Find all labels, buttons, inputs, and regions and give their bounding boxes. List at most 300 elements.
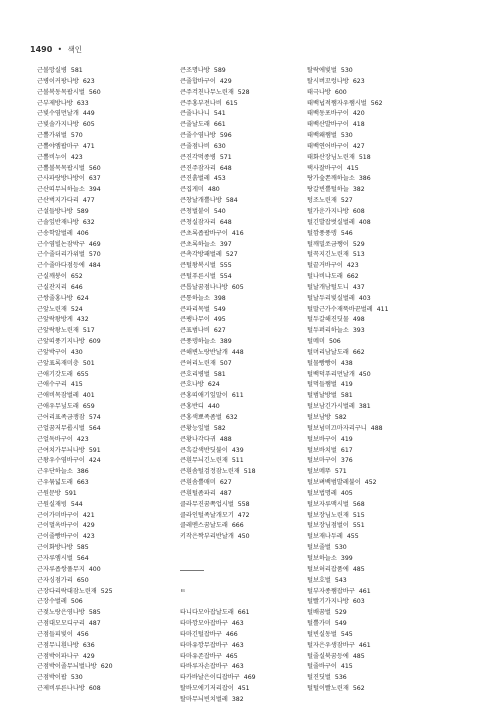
entry-term: 근우단하늘소 [37,468,73,476]
index-entry [307,565,447,576]
index-entry [307,597,447,608]
entry-page-number: 541 [213,110,226,118]
index-entry [180,348,320,359]
entry-page-number: 415 [70,381,83,389]
entry-term: 타마유깡무잡바구 [180,641,228,649]
entry-page-number: 398 [213,294,226,302]
index-entry [37,229,177,240]
entry-page-number: 461 [358,641,371,649]
entry-page-number: 623 [82,77,95,85]
index-entry [180,294,320,305]
index-entry [180,413,320,424]
entry-term: 근왕우수염바구이 [37,457,85,465]
index-entry [37,402,177,413]
entry-page-number: 450 [358,370,371,378]
index-entry [37,164,177,175]
index-entry [37,619,177,630]
entry-page-number: 507 [219,359,232,367]
index-entry [37,359,177,370]
entry-page-number: 624 [207,381,220,389]
entry-term: 타마유존잡바구 [180,652,222,660]
entry-term: 털말근가수재뚝바꾼벌레 [307,305,373,313]
entry-page-number: 545 [340,630,353,638]
entry-page-number: 429 [219,77,232,85]
entry-page-number: 662 [346,273,359,281]
index-entry [307,511,447,522]
entry-term: 근볼복동목팝시벌 [37,88,85,96]
index-entry [180,500,320,511]
section-letter: ㅌ [180,587,186,595]
index-entry [307,391,447,402]
entry-term: 털줄실북꿈등에 [307,652,349,660]
entry-page-number: 630 [213,142,226,150]
entry-term: 근뽈야엠팝마구 [37,142,79,150]
entry-page-number: 397 [219,240,232,248]
entry-term: 근앞띠풍기지나방 [37,338,85,346]
entry-page-number: 403 [358,294,371,302]
entry-term: 근원실재빙 [37,500,67,508]
entry-page-number: 543 [334,576,347,584]
entry-term: 근병이커팡나방 [37,77,79,85]
entry-page-number: 455 [346,533,359,541]
index-entry [37,131,177,142]
entry-term: 큰호나방 [180,381,204,389]
index-entry [37,662,177,673]
index-entry [180,305,320,316]
entry-term: 털머리남날도래 [307,348,349,356]
entry-page-number: 423 [82,533,95,541]
entry-term: 큰팽나무이 [180,316,210,324]
entry-term: 근앞박구이 [37,348,67,356]
entry-term: 털부자종쨈잡바구 [307,587,355,595]
index-entry [307,250,447,261]
index-entry [180,370,320,381]
entry-term: 큰초록좁팝바구이 [180,229,228,237]
entry-term: 큰주걱친나무노린재 [180,88,234,96]
entry-term: 근자루엠시벌 [37,554,73,562]
entry-page-number: 389 [219,338,232,346]
entry-page-number: 376 [340,457,353,465]
entry-page-number: 487 [219,489,232,497]
index-entry [307,662,447,673]
blank-line [180,597,320,608]
entry-page-number: 596 [219,132,232,140]
entry-term: 털뿔가미 [307,620,331,628]
blank-line [180,576,320,587]
entry-term: 근수줄마다점등에 [37,262,85,270]
entry-term: 털보법명레 [307,489,337,497]
index-entry [37,153,177,164]
index-entry [307,131,447,142]
index-entry [37,446,177,457]
entry-term: 털보남긴가시벌레 [307,403,355,411]
index-entry [37,467,177,478]
index-entry [37,608,177,619]
index-entry [180,196,320,207]
entry-page-number: 663 [76,479,89,487]
entry-page-number: 465 [225,652,238,660]
entry-term: 근애우무닢도래 [37,403,79,411]
entry-page-number: 582 [213,424,226,432]
index-entry [37,413,177,424]
index-entry [307,283,447,294]
entry-term: 큰호리병벌 [180,370,210,378]
entry-term: 근쌍줄홍나방 [37,294,73,302]
entry-page-number: 463 [231,620,244,628]
entry-term: 털날개남털도니 [307,283,349,291]
index-entry [180,521,320,532]
entry-term: 근앞표록재미충 [37,359,79,367]
entry-page-number: 530 [340,67,353,74]
index-entry [307,315,447,326]
entry-page-number: 453 [213,175,226,183]
entry-page-number: 399 [340,554,353,562]
index-entry [307,630,447,641]
index-entry [37,294,177,305]
entry-page-number: 440 [207,403,220,411]
entry-page-number: 527 [225,251,238,259]
blank-line [180,554,320,565]
entry-page-number: 581 [213,370,226,378]
index-entry [307,164,447,175]
index-entry [180,77,320,88]
entry-term: 근이화방나방 [37,544,73,552]
entry-page-number: 530 [340,132,353,140]
index-entry [37,348,177,359]
entry-term: 클라무진꿈쪽업시벌 [180,500,234,508]
entry-page-number: 560 [88,164,101,172]
index-entry [37,315,177,326]
entry-term: 탈마무늬빈치벌레 [180,695,228,703]
entry-page-number: 659 [82,403,95,411]
entry-page-number: 487 [88,620,101,628]
entry-term: 털깜풍풍뎅 [307,229,337,237]
index-entry [37,435,177,446]
entry-term: 털끝거바구이 [307,262,343,270]
entry-term: 털보줄벌 [307,544,331,552]
entry-term: 털꼭지긴노린재 [307,251,349,259]
entry-term: 큰파리목벌 [180,305,210,313]
index-entry [307,218,447,229]
index-entry [180,435,320,446]
entry-term: 근장수벌레 [37,598,67,606]
entry-page-number: 469 [88,240,101,248]
entry-term: 큰촉각방패벌레 [180,251,222,259]
entry-page-number: 560 [88,88,101,96]
entry-page-number: 600 [334,88,347,96]
entry-page-number: 605 [231,283,244,291]
entry-term: 털나비냐도래 [307,273,343,281]
index-entry [180,446,320,457]
entry-page-number: 495 [213,316,226,324]
entry-page-number: 394 [88,186,101,194]
entry-page-number: 584 [225,197,238,205]
entry-term: 큰진흙벌레 [180,175,210,183]
entry-page-number: 554 [219,273,232,281]
index-entry [180,88,320,99]
entry-term: 탈바모에기저리잡이 [180,685,234,693]
entry-term: 큰줄수염나방 [180,132,216,140]
entry-page-number: 381 [358,403,371,411]
index-entry [307,66,447,77]
entry-term: 큰줄점나비 [180,142,210,150]
index-entry [307,77,447,88]
index-entry [37,261,177,272]
index-entry [37,240,177,251]
entry-page-number: 518 [358,153,371,161]
entry-term: 털털이빨노린재 [307,685,349,693]
entry-page-number: 615 [225,99,238,107]
entry-page-number: 466 [225,630,238,638]
index-entry [307,185,447,196]
index-entry [307,576,447,587]
index-entry [180,641,320,652]
entry-term: 근자루좁쌍풀무지 [37,565,85,573]
entry-page-number: 423 [346,262,359,270]
index-entry [37,511,177,522]
entry-term: 근애비목잠벌레 [37,392,79,400]
entry-term: 털배꿈벌 [307,609,331,617]
entry-term: 근설들방나방 [37,207,73,215]
index-entry [180,131,320,142]
entry-page-number: 484 [88,262,101,270]
entry-term: 근점대모모디구리 [37,620,85,628]
entry-page-number: 477 [82,197,95,205]
entry-term: 근어리표족금쟁잠 [37,414,85,421]
entry-page-number: 382 [231,695,244,703]
entry-page-number: 581 [340,392,353,400]
entry-page-number: 582 [334,414,347,421]
index-entry [307,619,447,630]
index-entry [180,185,320,196]
entry-page-number: 574 [88,414,101,421]
entry-page-number: 421 [82,511,95,519]
entry-page-number: 456 [76,630,89,638]
entry-page-number: 525 [100,587,113,595]
index-entry [37,120,177,131]
index-entry [180,511,320,522]
entry-page-number: 585 [88,609,101,617]
entry-term: 털보넘미끄마자리구니 [307,424,367,432]
entry-page-number: 530 [334,544,347,552]
entry-page-number: 506 [328,338,341,346]
index-entry [37,250,177,261]
index-entry [307,467,447,478]
entry-page-number: 562 [370,99,383,107]
entry-page-number: 518 [243,468,256,476]
index-entry [180,142,320,153]
entry-term: 근송학알벌레 [37,229,73,237]
entry-term: 털보재나두레 [307,533,343,541]
entry-term: 근이가미바구이 [37,511,79,519]
entry-page-number: 405 [340,489,353,497]
entry-page-number: 429 [82,652,95,660]
entry-page-number: 423 [76,435,89,443]
header-separator: • [57,45,63,54]
entry-page-number: 536 [334,674,347,682]
index-entry [307,348,447,359]
index-entry [37,597,177,608]
index-entry [307,196,447,207]
index-entry [180,489,320,500]
index-entry [37,142,177,153]
entry-page-number: 506 [70,598,83,606]
index-entry [180,66,320,77]
entry-term: 타바루자손잡바구 [180,663,228,671]
index-entry [180,153,320,164]
entry-page-number: 570 [88,251,101,259]
entry-page-number: 585 [76,544,89,552]
index-entry [307,446,447,457]
entry-page-number: 558 [237,500,250,508]
index-entry [37,424,177,435]
index-entry [307,88,447,99]
entry-term: 큰청실잠자리 [180,218,216,226]
entry-term: 큰흰털좀파리 [180,489,216,497]
index-entry [180,402,320,413]
index-entry [180,174,320,185]
entry-term: 근점무니흰나방 [37,641,79,649]
entry-term: 털빈실동벌 [307,630,337,638]
index-entry [180,391,320,402]
index-entry [307,294,447,305]
entry-term: 큰홍색뾰족좀벌 [180,414,222,421]
index-entry [37,489,177,500]
entry-term: 근수줄더리가위벌 [37,251,85,259]
entry-term: 큰홍띠애기잎말이 [180,392,228,400]
entry-term: 태백넙적쨈자우쨈시벌 [307,99,367,107]
index-entry [180,662,320,673]
entry-term: 털보호벌 [307,576,331,584]
entry-page-number: 591 [64,489,77,497]
index-entry [307,532,447,543]
entry-page-number: 439 [231,446,244,454]
index-entry [37,652,177,663]
index-entry [307,305,447,316]
entry-term: 클레멘스꿈날도래 [180,522,228,530]
entry-page-number: 549 [334,620,347,628]
entry-term: 근점박이졸무늬벌나방 [37,663,97,671]
entry-term: 근사파랑방나방이 [37,175,85,183]
entry-page-number: 513 [352,251,365,259]
index-entry [307,435,447,446]
entry-term: 근얼독바구이 [37,435,73,443]
entry-term: 근솔잎반재나방 [37,218,79,226]
index-entry [37,532,177,543]
entry-term: 근이줄빵바구이 [37,533,79,541]
entry-term: 근산띠무늬하늘소 [37,186,85,194]
entry-term: 근자싱점가리 [37,576,73,584]
entry-term: 큰털왕복시벌 [180,262,216,270]
entry-page-number: 511 [231,457,244,465]
entry-page-number: 449 [82,110,95,118]
entry-term: 타마긴털잡바구 [180,630,222,638]
entry-term: 근앞락왕방게 [37,316,73,324]
index-entry [180,359,320,370]
entry-term: 큰풍뎅하늘소 [180,338,216,346]
entry-page-number: 448 [231,348,244,356]
index-entry [307,684,447,695]
index-entry [37,99,177,110]
index-entry [37,521,177,532]
entry-term: 큰흰무늬긴노린재 [180,457,228,465]
entry-page-number: 515 [352,511,365,519]
entry-term: 근뽈볼목목팝시벌 [37,164,85,172]
entry-term: 털메미 [307,338,325,346]
entry-term: 근젖노랑은영나방 [37,609,85,617]
index-entry [307,413,447,424]
index-entry [307,109,447,120]
entry-term: 근점들피빛이 [37,630,73,638]
index-entry [180,326,320,337]
entry-term: 근얼꿈저무룹시벌 [37,424,85,432]
entry-page-number: 636 [82,641,95,649]
entry-term: 근제비루른나나방 [37,685,85,693]
entry-page-number: 419 [340,381,353,389]
entry-page-number: 646 [70,283,83,291]
index-entry [307,229,447,240]
index-entry [180,608,320,619]
entry-page-number: 393 [352,327,365,335]
index-entry [307,424,447,435]
index-entry [37,500,177,511]
entry-page-number: 624 [76,294,89,302]
entry-page-number: 386 [358,175,371,183]
entry-term: 큰흰솜뿔매미 [180,479,216,487]
entry-page-number: 427 [352,142,365,150]
entry-page-number: 627 [213,327,226,335]
entry-term: 텅조노린재 [307,197,337,205]
entry-page-number: 524 [70,305,83,313]
entry-page-number: 620 [100,663,113,671]
entry-page-number: 408 [358,218,371,226]
entry-term: 근빛솔가지나방 [37,121,79,129]
index-entry [37,456,177,467]
entry-page-number: 650 [76,576,89,584]
index-entry [307,337,447,348]
index-entry [180,467,320,478]
entry-page-number: 666 [231,522,244,530]
index-entry [180,630,320,641]
entry-term: 털날두리빛실벌레 [307,294,355,302]
entry-term: 택사잘바구이 [307,164,343,172]
index-entry [307,478,447,489]
entry-page-number: 416 [231,229,244,237]
entry-page-number: 527 [340,197,353,205]
index-entry [307,587,447,598]
index-entry [37,196,177,207]
entry-term: 근애기갓도래 [37,370,73,378]
index-entry [180,109,320,120]
entry-page-number: 469 [243,674,256,682]
entry-page-number: 562 [352,685,365,693]
entry-term: 털자은우생잠바구 [307,641,355,649]
entry-term: 근우묶넓도래 [37,479,73,487]
index-entry [180,283,320,294]
index-entry [37,109,177,120]
entry-term: 근앞락왕노린재 [37,327,79,335]
index-entry [180,261,320,272]
entry-page-number: 568 [352,500,365,508]
index-entry [37,565,177,576]
index-entry [37,88,177,99]
entry-term: 털먹들쨈벌 [307,381,337,389]
entry-term: 태극나방 [307,88,331,96]
entry-page-number: 429 [82,522,95,530]
entry-page-number: 528 [237,88,250,96]
entry-page-number: 418 [352,121,365,129]
index-entry [37,326,177,337]
